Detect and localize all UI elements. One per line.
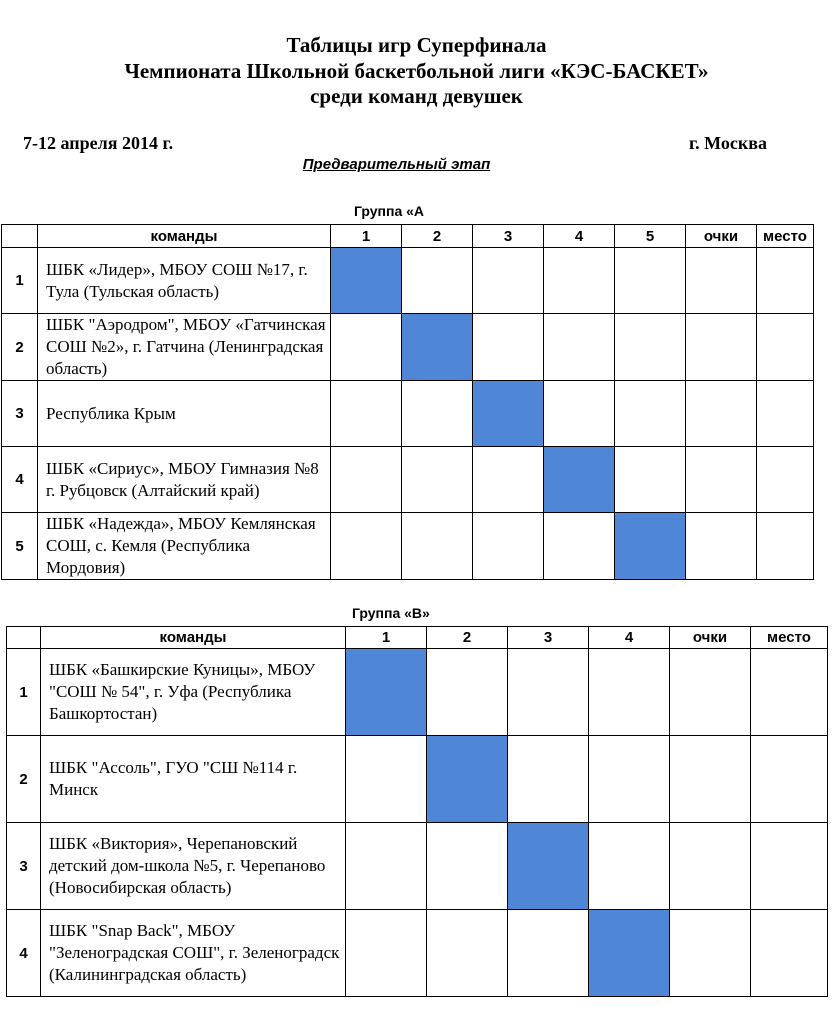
table-row [2,513,814,580]
title-line-2: Чемпионата Школьной баскетбольной лиги «КЭС-БАСКЕТ» [124,59,709,83]
team-name: ШБК «Надежда», МБОУ Кемлянская СОШ, с. Кемля (Республика Мордовия) [38,513,331,580]
team-name: Республика Крым [38,381,331,447]
header-col-5: 5 [615,225,686,248]
title-line-1: Таблицы игр Суперфинала [286,33,547,57]
result-cell [402,248,473,314]
table-row [2,447,814,513]
place-cell [757,248,814,314]
header-col-1: 1 [331,225,402,248]
table-row [7,649,828,736]
result-cell [508,649,589,736]
place-cell [757,314,814,381]
team-name: ШБК "Ассоль", ГУО "СШ №114 г. Минск [41,736,346,823]
result-cell [402,381,473,447]
result-cell [331,447,402,513]
result-cell [615,248,686,314]
place-cell [757,381,814,447]
group-b-title: Группа «В» [352,605,430,621]
team-name: ШБК «Сириус», МБОУ Гимназия №8 г. Рубцовск (Алтайский край) [38,447,331,513]
result-cell [589,823,670,910]
place-cell [751,823,828,910]
table-row [7,910,828,997]
result-cell [331,381,402,447]
result-cell [615,381,686,447]
header-points: очки [670,627,751,649]
table-row [2,314,814,381]
team-name: ШБК "Аэродром", МБОУ «Гатчинская СОШ №2», г. Гатчина (Ленинградская область) [38,314,331,381]
header-col-2: 2 [427,627,508,649]
place-cell [751,736,828,823]
diagonal-cell [615,513,686,580]
result-cell [589,736,670,823]
place-cell [757,447,814,513]
table-row [7,823,828,910]
stage-title: Предварительный этап [302,156,491,173]
team-name: ШБК «Лидер», МБОУ СОШ №17, г. Тула (Тульская область) [38,248,331,314]
points-cell [670,823,751,910]
group-b-table [6,626,828,997]
table-row [2,248,814,314]
points-cell [686,513,757,580]
diagonal-cell [473,381,544,447]
team-name: ШБК "Snap Back", МБОУ "Зеленоградская СОШ", г. Зеленоградск (Калининградская область) [41,910,346,997]
result-cell [473,248,544,314]
result-cell [346,910,427,997]
result-cell [427,649,508,736]
place-cell [751,649,828,736]
header-teams: команды [38,225,331,248]
header-col-4: 4 [589,627,670,649]
table-row [7,736,828,823]
event-dates: 7-12 апреля 2014 г. [23,133,174,153]
header-place: место [751,627,828,649]
result-cell [473,513,544,580]
diagonal-cell [427,736,508,823]
row-number: 1 [2,248,38,314]
result-cell [331,314,402,381]
row-number: 2 [2,314,38,381]
team-name: ШБК «Виктория», Черепановский детский дом-школа №5, г. Черепаново (Новосибирская область) [41,823,346,910]
header-corner [7,627,41,649]
points-cell [670,736,751,823]
header-col-1: 1 [346,627,427,649]
result-cell [473,314,544,381]
row-number: 4 [2,447,38,513]
header-col-2: 2 [402,225,473,248]
row-number: 3 [7,823,41,910]
points-cell [670,649,751,736]
result-cell [544,381,615,447]
diagonal-cell [508,823,589,910]
team-name: ШБК «Башкирские Куницы», МБОУ "СОШ № 54", г. Уфа (Республика Башкортостан) [41,649,346,736]
table-row [2,381,814,447]
diagonal-cell [544,447,615,513]
points-cell [686,381,757,447]
event-city: г. Москва [689,133,767,153]
result-cell [473,447,544,513]
points-cell [686,447,757,513]
diagonal-cell [402,314,473,381]
header-teams: команды [41,627,346,649]
result-cell [544,513,615,580]
result-cell [331,513,402,580]
result-cell [402,447,473,513]
place-cell [751,910,828,997]
group-a-title: Группа «А [354,203,425,219]
group-b-header-row [7,627,828,649]
result-cell [615,447,686,513]
group-a-table [1,224,814,580]
result-cell [544,248,615,314]
points-cell [670,910,751,997]
result-cell [402,513,473,580]
diagonal-cell [331,248,402,314]
result-cell [346,736,427,823]
result-cell [427,823,508,910]
row-number: 4 [7,910,41,997]
diagonal-cell [589,910,670,997]
result-cell [427,910,508,997]
result-cell [544,314,615,381]
row-number: 1 [7,649,41,736]
points-cell [686,248,757,314]
result-cell [346,823,427,910]
row-number: 5 [2,513,38,580]
place-cell [757,513,814,580]
group-a-header-row [2,225,814,248]
result-cell [615,314,686,381]
header-col-3: 3 [473,225,544,248]
header-col-4: 4 [544,225,615,248]
header-place: место [757,225,814,248]
result-cell [508,736,589,823]
result-cell [508,910,589,997]
header-corner [2,225,38,248]
points-cell [686,314,757,381]
diagonal-cell [346,649,427,736]
title-line-3: среди команд девушек [310,84,523,108]
header-points: очки [686,225,757,248]
row-number: 2 [7,736,41,823]
row-number: 3 [2,381,38,447]
header-col-3: 3 [508,627,589,649]
result-cell [589,649,670,736]
